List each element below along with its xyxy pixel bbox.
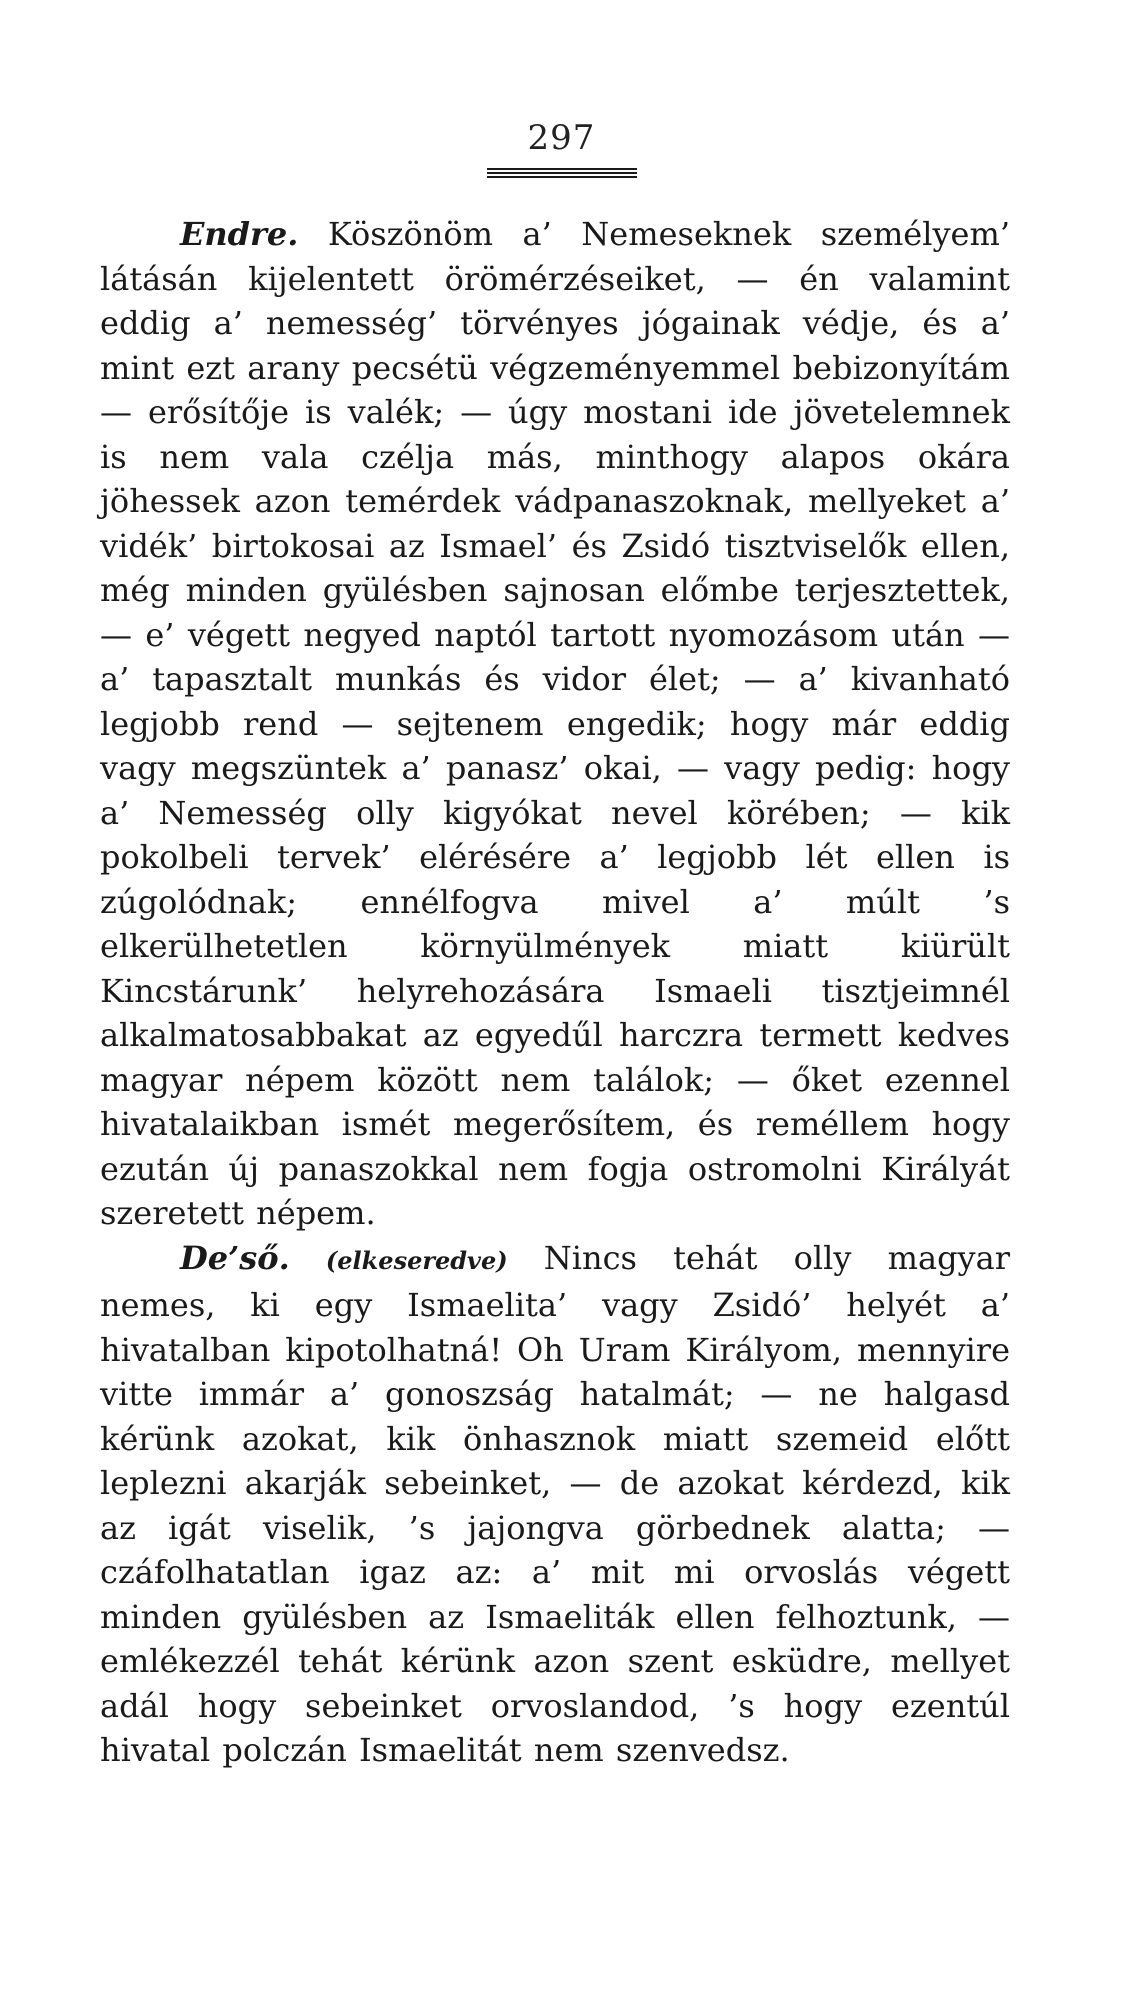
- header-rule: [487, 168, 637, 182]
- paragraph-endre: [100, 212, 1010, 1236]
- stage-direction: (elkeseredve): [325, 1245, 508, 1275]
- page-number: 297: [527, 118, 596, 158]
- speaker-name: Endre.: [180, 215, 299, 253]
- speaker-name: De’ső.: [180, 1238, 290, 1277]
- body-text: [100, 212, 1010, 1773]
- paragraph-text: Köszönöm a’ Nemeseknek személyem’ látásán kijelentett örömérzéseiket, — én valamint eddig a’ nemesség’ törvényes jógainak védje, és a’ mint ezt arany pecsétü végzeményemmel bebizonyítám — erősítője is valék; — úgy mostani ide jövetelemnek is nem vala czélja más, minthogy alapos okára jöhessek azon temérdek vádpanaszoknak, mellyeket a’ vidék’ birtokosai az Ismael’ és Zsidó tisztviselők ellen, még minden gyülésben sajnosan előmbe terjesztettek, — e’ végett negyed naptól tartott nyomozásom után — a’ tapasztalt munkás és vidor élet; — a’ kivanható legjobb rend — sejtenem engedik; hogy már eddig vagy megszüntek a’ panasz’ okai, — vagy pedig: hogy a’ Nemesség olly kigyókat nevel körében; — kik pokolbeli tervek’ elérésére a’ legjobb lét ellen is zúgolódnak; ennélfogva mivel a’ múlt ’s elkerülhetetlen környülmények miatt kiürült Kincstárunk’ helyrehozására Ismaeli tisztjeimnél alkalmatosabbakat az egyedűl harczra termett kedves magyar népem között nem találok; — őket ezennel hivatalaikban ismét megerősítem, és reméllem hogy ezután új panaszokkal nem fogja ostromolni Királyát szeretett népem.: [100, 215, 1011, 1232]
- paragraph-text: Nincs tehát olly magyar nemes, ki egy Ismaelita’ vagy Zsidó’ helyét a’ hivatalban kipotolhatná! Oh Uram Királyom, mennyire vitte immár a’ gonoszság hatalmát; — ne halgasd kérünk azokat, kik önhasznok miatt szemeid előtt leplezni akarják sebeinket, — de azokat kérdezd, kik az igát viselik, ’s jajongva görbednek alatta; — czáfolhatatlan igaz az: a’ mit mi orvoslás végett minden gyülésben az Ismaeliták ellen felhoztunk, — emlékezzél tehát kérünk azon szent esküdre, mellyet adál hogy sebeinket orvoslandod, ’s hogy ezentúl hivatal polczán Ismaelitát nem szenvedsz.: [100, 1238, 1010, 1769]
- paragraph-deso: [100, 1236, 1010, 1773]
